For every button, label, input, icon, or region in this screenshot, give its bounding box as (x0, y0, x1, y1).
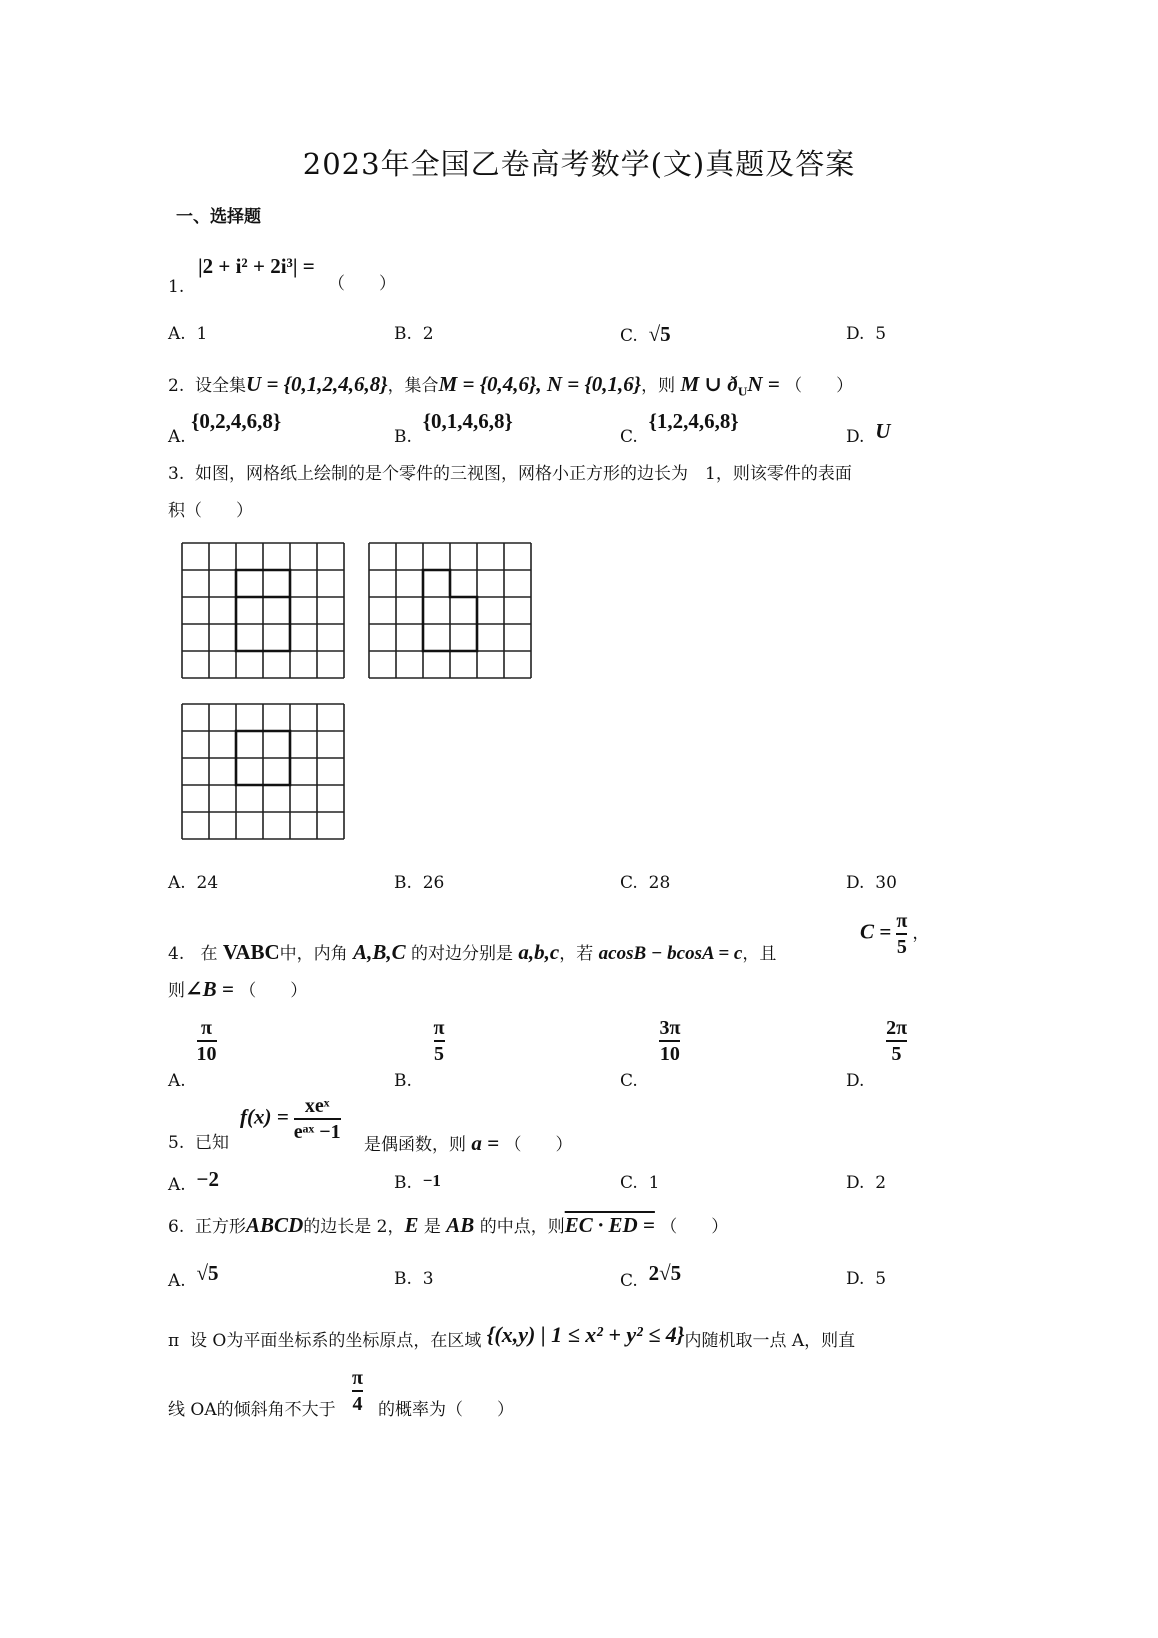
q6-option-a[interactable]: A. √5 (168, 1261, 219, 1291)
q4-option-b[interactable]: B. $\frac{\pi}{5}$ (394, 1017, 445, 1091)
q2-option-b[interactable]: B. {0,1,4,6,8} (394, 409, 513, 447)
three-view-top (181, 703, 345, 841)
q5-number: 5. 已知 (168, 1133, 230, 1153)
q6-option-d[interactable]: D. 5 (846, 1269, 887, 1289)
q4-option-c[interactable]: C. $\frac{3\pi}{10}$ (620, 1017, 681, 1091)
q5-function: f(x) = $\frac{\text{xeˣ}}{\text{eᵃˣ −1}}$ (240, 1095, 341, 1143)
page-title: 2023年全国乙卷高考数学(文)真题及答案 (302, 147, 856, 181)
q5-option-b[interactable]: B. −1 (394, 1171, 441, 1193)
q2-option-d[interactable]: D. U (846, 419, 891, 447)
q1-option-c[interactable]: C. √5 (620, 322, 671, 346)
q3-option-c[interactable]: C. 28 (620, 873, 671, 893)
q4-option-a[interactable]: A. $\frac{\pi}{10}$ (168, 1017, 217, 1091)
q2-option-a[interactable]: A. {0,2,4,6,8} (168, 409, 282, 447)
q7-stem-line2b: 的概率为（ ） (378, 1400, 514, 1420)
section-heading: 一、选择题 (176, 207, 261, 227)
q1-expression: |2 + i² + 2i³| = (198, 254, 315, 278)
q4-c-value: C = $\frac{\pi}{5}$ ， (860, 910, 930, 958)
q7-angle-fraction: $\frac{\pi}{4}$ (352, 1367, 363, 1415)
q4-stem-line1: 4. 在 VABC中，内角 A,B,C 的对边分别是 a,b,c，若 acosB − bcosA = c，且 (168, 940, 777, 964)
q3-option-d[interactable]: D. 30 (846, 873, 897, 893)
q2-option-c[interactable]: C. {1,2,4,6,8} (620, 409, 739, 447)
q7-stem-line2a: 线 OA的倾斜角不大于 (168, 1400, 336, 1420)
q5-option-c[interactable]: C. 1 (620, 1173, 660, 1193)
q4-stem-line2: 则∠B = （ ） (168, 977, 308, 1001)
q5-option-a[interactable]: A. −2 (168, 1167, 219, 1195)
q1-option-b[interactable]: B. 2 (394, 324, 434, 344)
q3-stem-line1: 3. 如图，网格纸上绘制的是个零件的三视图，网格小正方形的边长为 1，则该零件的表面 (168, 464, 852, 484)
q1-paren: （ ） (328, 274, 396, 294)
q1-option-a[interactable]: A. 1 (168, 324, 208, 344)
q5-option-d[interactable]: D. 2 (846, 1173, 887, 1193)
q3-stem-line2: 积（ ） (168, 501, 253, 521)
q3-option-a[interactable]: A. 24 (168, 873, 219, 893)
q2-stem: 2. 设全集U = {0,1,2,4,6,8}，集合M = {0,4,6}, N = {0,1,6}，则 M ∪ $ð_UN$ = （ ） (168, 372, 854, 399)
q4-option-d[interactable]: D. $\frac{2\pi}{5}$ (846, 1017, 908, 1091)
q7-stem-line1: π 设 O为平面坐标系的坐标原点，在区域 {(x,y) | 1 ≤ x² + y² ≤ 4}内随机取一点 A，则直 (168, 1322, 856, 1351)
q6-option-b[interactable]: B. 3 (394, 1269, 434, 1289)
q6-option-c[interactable]: C. 2√5 (620, 1261, 682, 1291)
q6-stem: 6. 正方形ABCD的边长是 2，E 是 AB 的中点，则EC · ED = （ ） (168, 1213, 729, 1237)
q5-stem-tail: 是偶函数，则 a = （ ） (364, 1131, 573, 1155)
q1-option-d[interactable]: D. 5 (846, 324, 887, 344)
three-view-side (368, 542, 532, 680)
q3-option-b[interactable]: B. 26 (394, 873, 445, 893)
three-view-front (181, 542, 345, 680)
q1-number: 1. (168, 277, 185, 297)
